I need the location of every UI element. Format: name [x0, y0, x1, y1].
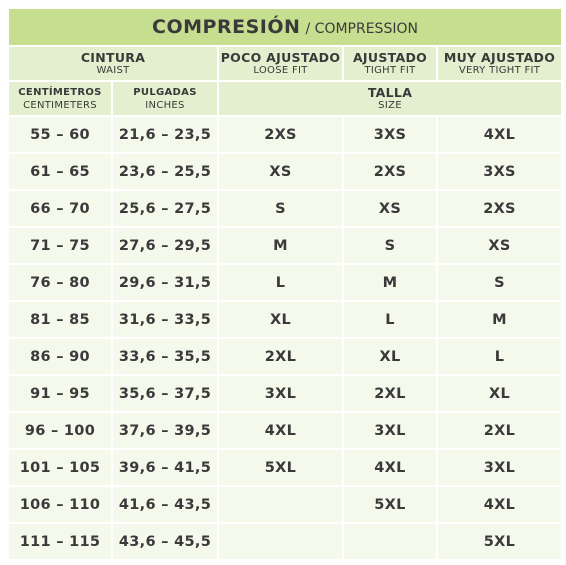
cell-tight-fit: 5XL — [344, 487, 436, 522]
table-row — [9, 302, 561, 337]
cell-inches: 43,6 – 45,5 — [113, 524, 217, 559]
cell-loose-fit: 4XL — [219, 413, 342, 448]
cell-inches: 25,6 – 27,5 — [113, 191, 217, 226]
cell-centimeters: 101 – 105 — [9, 450, 111, 485]
cell-very-tight-fit: 3XL — [438, 450, 561, 485]
header-very-tight-fit: MUY AJUSTADO VERY TIGHT FIT — [438, 47, 561, 80]
cell-tight-fit: 2XS — [344, 154, 436, 189]
cell-loose-fit — [219, 487, 342, 522]
cell-very-tight-fit: 5XL — [438, 524, 561, 559]
cell-centimeters: 81 – 85 — [9, 302, 111, 337]
cell-centimeters: 55 – 60 — [9, 117, 111, 152]
cell-inches: 35,6 – 37,5 — [113, 376, 217, 411]
header-centimeters: CENTÍMETROS CENTIMETERS — [9, 82, 111, 115]
cell-tight-fit: 3XS — [344, 117, 436, 152]
cell-tight-fit — [344, 524, 436, 559]
table-row — [9, 339, 561, 374]
cell-tight-fit: XL — [344, 339, 436, 374]
cell-loose-fit: L — [219, 265, 342, 300]
cell-very-tight-fit: 3XS — [438, 154, 561, 189]
cell-inches: 31,6 – 33,5 — [113, 302, 217, 337]
cell-very-tight-fit: 4XL — [438, 117, 561, 152]
cell-centimeters: 96 – 100 — [9, 413, 111, 448]
cell-centimeters: 66 – 70 — [9, 191, 111, 226]
title-sub: / COMPRESSION — [305, 21, 418, 37]
cell-centimeters: 86 – 90 — [9, 339, 111, 374]
cell-very-tight-fit: 2XL — [438, 413, 561, 448]
cell-tight-fit: XS — [344, 191, 436, 226]
table-body — [9, 117, 561, 559]
cell-tight-fit: S — [344, 228, 436, 263]
table-row — [9, 413, 561, 448]
cell-inches: 33,6 – 35,5 — [113, 339, 217, 374]
header-size: TALLA SIZE — [219, 82, 561, 115]
cell-tight-fit: 3XL — [344, 413, 436, 448]
cell-loose-fit: 2XL — [219, 339, 342, 374]
table-row — [9, 487, 561, 522]
cell-very-tight-fit: S — [438, 265, 561, 300]
cell-tight-fit: L — [344, 302, 436, 337]
size-chart — [9, 9, 557, 561]
cell-centimeters: 111 – 115 — [9, 524, 111, 559]
cell-very-tight-fit: 4XL — [438, 487, 561, 522]
header-inches: PULGADAS INCHES — [113, 82, 217, 115]
cell-loose-fit: 2XS — [219, 117, 342, 152]
table-row — [9, 265, 561, 300]
cell-inches: 29,6 – 31,5 — [113, 265, 217, 300]
cell-centimeters: 71 – 75 — [9, 228, 111, 263]
cell-tight-fit: M — [344, 265, 436, 300]
size-table — [7, 7, 563, 561]
table-row — [9, 524, 561, 559]
cell-centimeters: 76 – 80 — [9, 265, 111, 300]
table-row — [9, 154, 561, 189]
cell-centimeters: 106 – 110 — [9, 487, 111, 522]
cell-very-tight-fit: XS — [438, 228, 561, 263]
cell-loose-fit: 5XL — [219, 450, 342, 485]
table-row — [9, 228, 561, 263]
cell-loose-fit: XL — [219, 302, 342, 337]
cell-inches: 21,6 – 23,5 — [113, 117, 217, 152]
cell-loose-fit: XS — [219, 154, 342, 189]
table-row — [9, 117, 561, 152]
table-row — [9, 376, 561, 411]
cell-very-tight-fit: XL — [438, 376, 561, 411]
cell-loose-fit: M — [219, 228, 342, 263]
cell-inches: 23,6 – 25,5 — [113, 154, 217, 189]
cell-centimeters: 91 – 95 — [9, 376, 111, 411]
title-main: COMPRESIÓN — [152, 16, 301, 38]
cell-inches: 37,6 – 39,5 — [113, 413, 217, 448]
cell-very-tight-fit: L — [438, 339, 561, 374]
table-row — [9, 450, 561, 485]
cell-loose-fit — [219, 524, 342, 559]
cell-very-tight-fit: 2XS — [438, 191, 561, 226]
table-title — [9, 9, 561, 45]
cell-inches: 27,6 – 29,5 — [113, 228, 217, 263]
cell-loose-fit: 3XL — [219, 376, 342, 411]
header-waist: CINTURA WAIST — [9, 47, 217, 80]
header-loose-fit: POCO AJUSTADO LOOSE FIT — [219, 47, 342, 80]
cell-inches: 41,6 – 43,5 — [113, 487, 217, 522]
header-tight-fit: AJUSTADO TIGHT FIT — [344, 47, 436, 80]
table-row — [9, 191, 561, 226]
cell-tight-fit: 4XL — [344, 450, 436, 485]
cell-loose-fit: S — [219, 191, 342, 226]
cell-centimeters: 61 – 65 — [9, 154, 111, 189]
cell-tight-fit: 2XL — [344, 376, 436, 411]
cell-very-tight-fit: M — [438, 302, 561, 337]
cell-inches: 39,6 – 41,5 — [113, 450, 217, 485]
